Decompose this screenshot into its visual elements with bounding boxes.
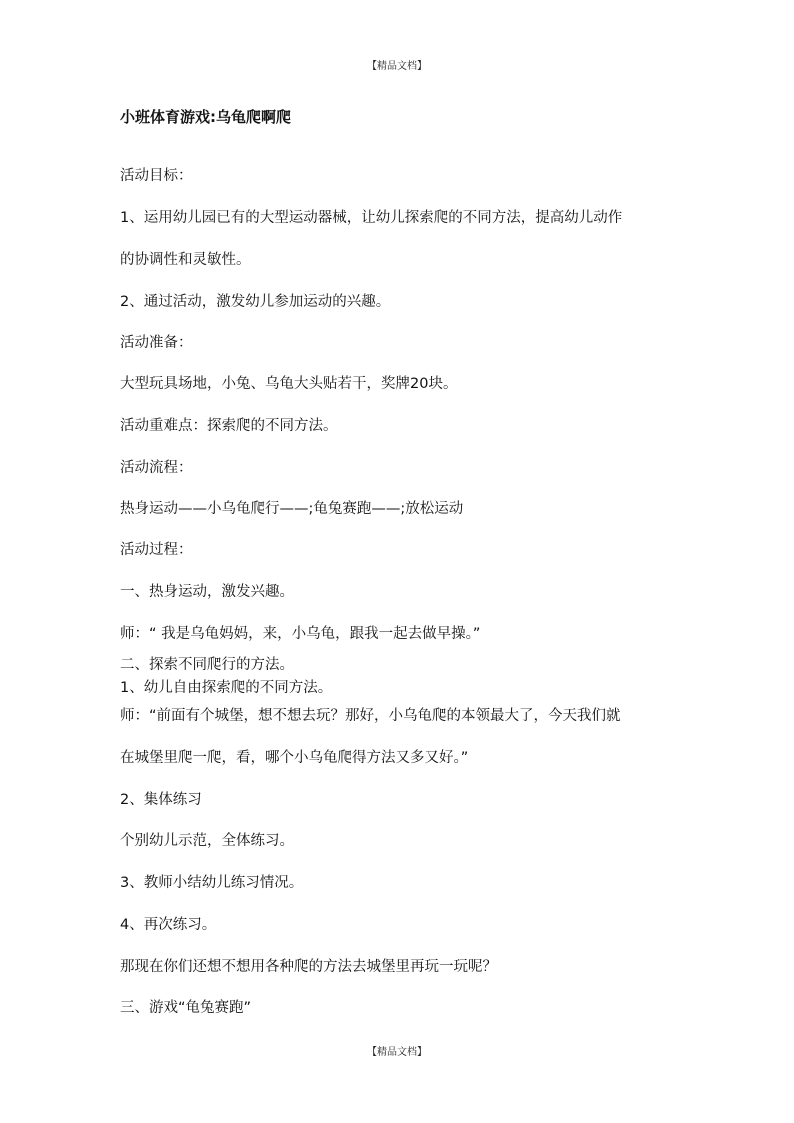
paragraph-line: 活动重难点：探索爬的不同方法。 [120, 418, 338, 434]
paragraph-line: 活动过程： [120, 542, 193, 558]
document-title: 小班体育游戏:乌龟爬啊爬 [120, 108, 291, 126]
paragraph-line: 热身运动——小乌龟爬行——;龟兔赛跑——;放松运动 [120, 501, 464, 517]
page-footer: 【精品文档】 [367, 1047, 427, 1058]
paragraph-line: 1、运用幼儿园已有的大型运动器械，让幼儿探索爬的不同方法，提高幼儿动作 [120, 210, 623, 226]
paragraph-line: 2、集体练习 [120, 792, 202, 808]
paragraph-line: 3、教师小结幼儿练习情况。 [120, 875, 304, 891]
paragraph-line: 2、通过活动，激发幼儿参加运动的兴趣。 [120, 294, 391, 310]
paragraph-line: 师：“前面有个城堡，想不想去玩？那好，小乌龟爬的本领最大了，今天我们就 [120, 708, 621, 724]
paragraph-line: 二、探索不同爬行的方法。 [120, 657, 294, 673]
paragraph-line: 活动准备： [120, 335, 193, 351]
paragraph-line: 师：“ 我是乌龟妈妈，来，小乌龟，跟我一起去做早操。” [120, 626, 481, 642]
page-header: 【精品文档】 [367, 61, 427, 72]
paragraph-line: 活动流程： [120, 460, 193, 476]
paragraph-line: 三、游戏“龟兔赛跑” [120, 1000, 252, 1016]
paragraph-line: 1、幼儿自由探索爬的不同方法。 [120, 680, 333, 696]
paragraph-line: 在城堡里爬一爬，看，哪个小乌龟爬得方法又多又好。” [120, 750, 469, 766]
paragraph-line: 的协调性和灵敏性。 [120, 252, 251, 268]
paragraph-line: 大型玩具场地，小兔、乌龟大头贴若干，奖牌20块。 [120, 376, 458, 392]
paragraph-line: 4、再次练习。 [120, 917, 217, 933]
paragraph-line: 那现在你们还想不想用各种爬的方法去城堡里再玩一玩呢？ [120, 959, 497, 975]
paragraph-line: 个别幼儿示范，全体练习。 [120, 833, 294, 849]
paragraph-line: 活动目标： [120, 168, 193, 184]
paragraph-line: 一、热身运动，激发兴趣。 [120, 584, 294, 600]
